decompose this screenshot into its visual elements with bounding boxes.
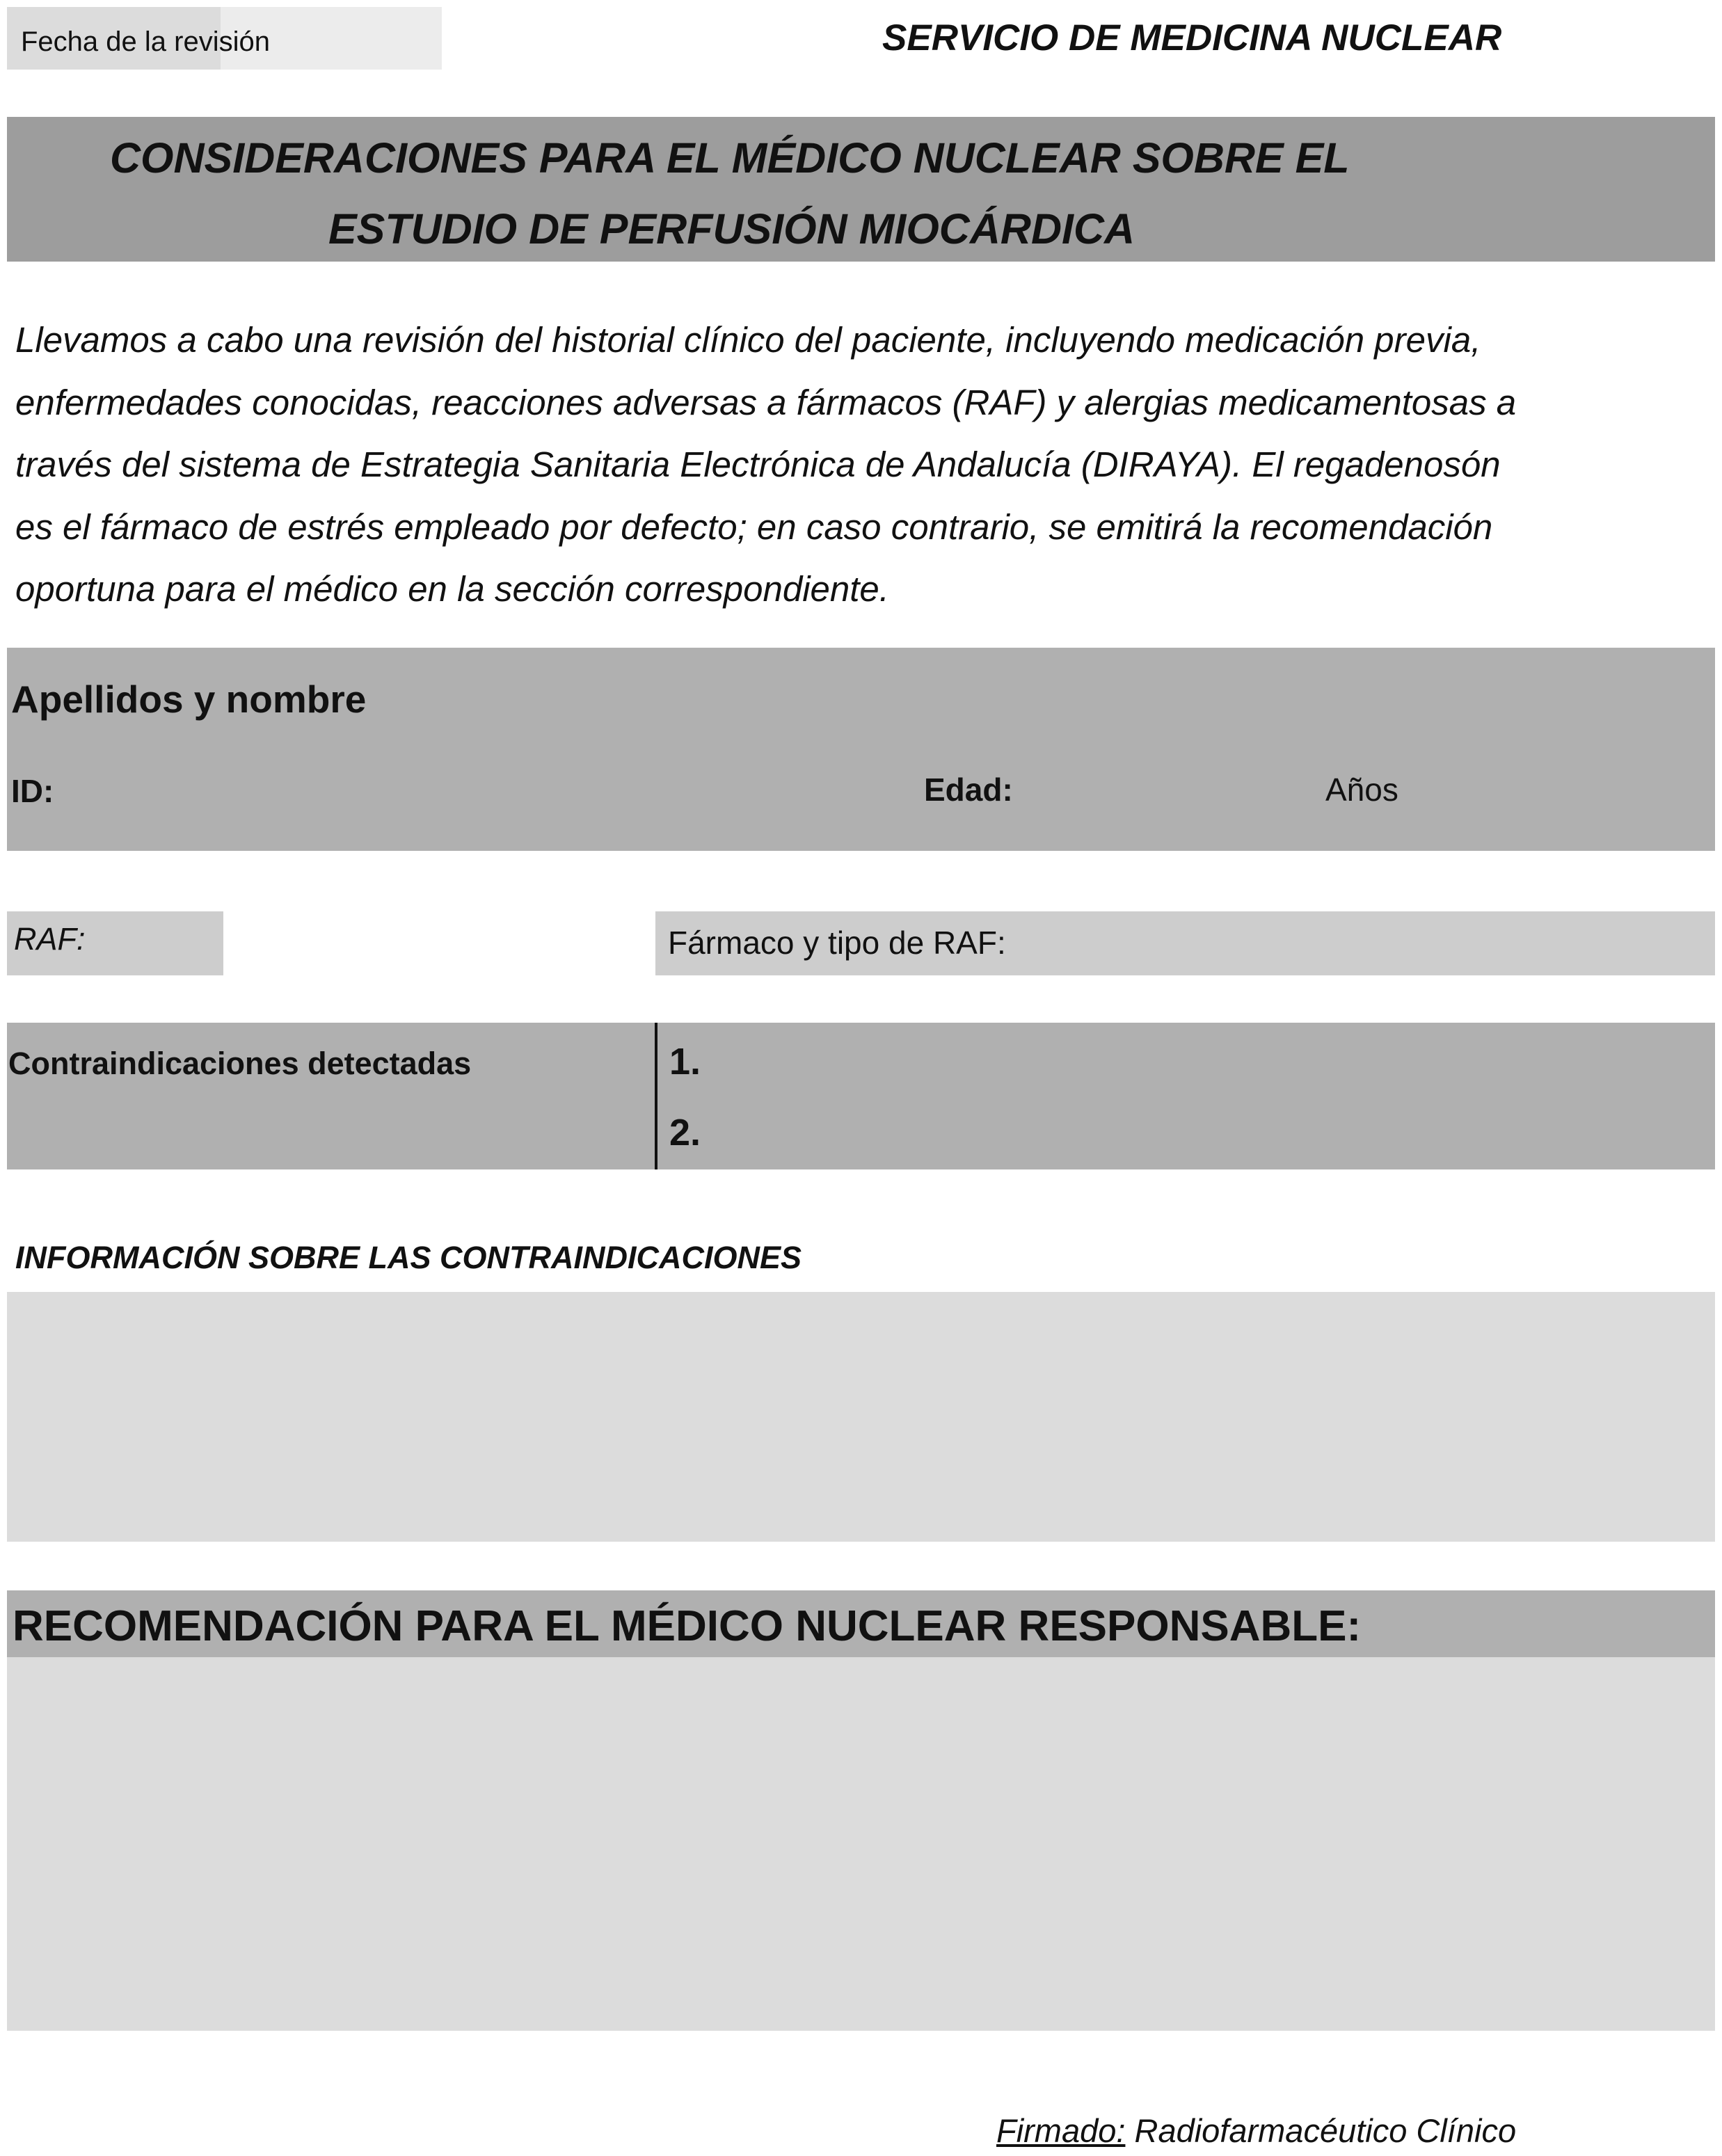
revision-date-label: Fecha de la revisión: [21, 26, 270, 57]
patient-id-label: ID:: [11, 773, 54, 809]
raf-field[interactable]: [7, 911, 223, 975]
contraindication-item: 2.: [669, 1112, 701, 1153]
signature-line: [996, 2111, 1516, 2150]
revision-date-field[interactable]: [7, 7, 442, 70]
service-name: SERVICIO DE MEDICINA NUCLEAR: [882, 17, 1502, 58]
intro-line: oportuna para el médico en la sección correspondiente.: [15, 569, 889, 609]
intro-line: es el fármaco de estrés empleado por defecto; en caso contrario, se emitirá la recomendación: [15, 506, 1493, 547]
contraindications-info-field[interactable]: [7, 1292, 1715, 1542]
recommendation-header: [7, 1590, 1715, 1657]
contraindications-label: Contraindicaciones detectadas: [8, 1046, 472, 1081]
recommendation-field[interactable]: [7, 1657, 1715, 2031]
intro-line: enfermedades conocidas, reacciones adversas a fármacos (RAF) y alergias medicamentosas a: [15, 382, 1517, 422]
document-title-line-2: ESTUDIO DE PERFUSIÓN MIOCÁRDICA: [328, 205, 1135, 253]
contraindications-section[interactable]: [7, 1023, 1715, 1169]
intro-line: través del sistema de Estrategia Sanitaria Electrónica de Andalucía (DIRAYA). El regadenosón: [15, 445, 1501, 484]
signature-prefix: Firmado:: [996, 2112, 1126, 2149]
contraindications-info-title: INFORMACIÓN SOBRE LAS CONTRAINDICACIONES: [15, 1240, 802, 1275]
recommendation-title: RECOMENDACIÓN PARA EL MÉDICO NUCLEAR RESPONSABLE:: [13, 1602, 1362, 1650]
contraindication-item: 1.: [669, 1041, 701, 1083]
document-title-line-1: CONSIDERACIONES PARA EL MÉDICO NUCLEAR SOBRE EL: [110, 134, 1350, 182]
raf-label: RAF:: [14, 921, 86, 957]
intro-paragraph: [15, 309, 1706, 621]
contraindications-divider: [655, 1023, 657, 1169]
patient-age-label: Edad:: [924, 772, 1013, 808]
raf-drug-field[interactable]: [655, 911, 1715, 975]
intro-line: Llevamos a cabo una revisión del historial clínico del paciente, incluyendo medicación previa,: [15, 320, 1481, 360]
raf-drug-label: Fármaco y tipo de RAF:: [668, 925, 1006, 961]
patient-age-unit: Años: [1325, 772, 1398, 808]
signature-role: Radiofarmacéutico Clínico: [1134, 2112, 1517, 2149]
patient-name-label: Apellidos y nombre: [11, 678, 367, 721]
